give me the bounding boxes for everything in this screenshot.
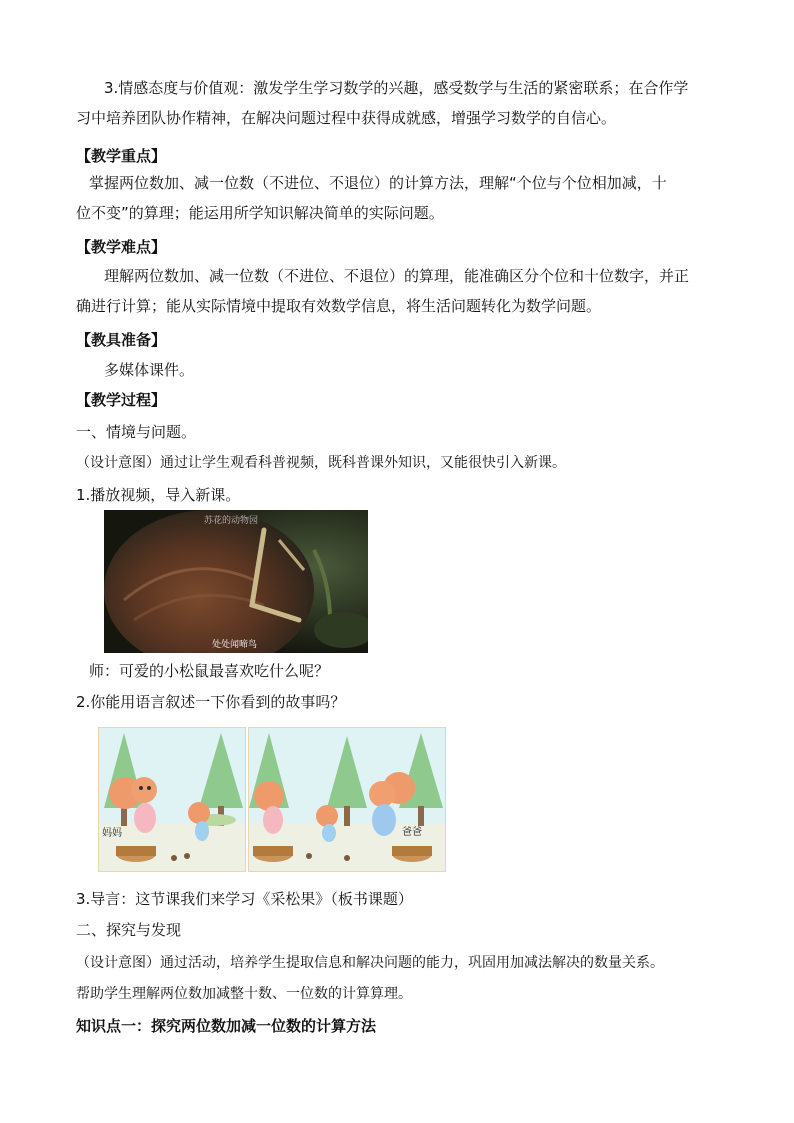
focus-line2: 位不变”的算理；能运用所学知识解决简单的实际问题。 (76, 204, 444, 222)
step-3-introduction: 3.导言：这节课我们来学习《采松果》（板书课题） (76, 890, 413, 908)
section-1-title: 一、情境与问题。 (76, 423, 197, 441)
video-still-squirrel (104, 510, 368, 653)
objective-3-line1: 3.情感态度与价值观：激发学生学习数学的兴趣，感受数学与生活的紧密联系；在合作学 (104, 79, 689, 97)
objective-3-line2: 习中培养团队协作精神，在解决问题过程中获得成就感，增强学习数学的自信心。 (76, 109, 617, 127)
squirrels-scene-right (249, 728, 445, 871)
video-caption-top: 苏花的动物园 (204, 516, 259, 526)
step-2-tell-story: 2.你能用语言叙述一下你看到的故事吗？ (76, 693, 346, 711)
video-subtitle: 处处闻啼鸟 (212, 640, 258, 650)
difficulty-line1: 理解两位数加、减一位数（不进位、不退位）的算理，能准确区分个位和十位数字，并正 (104, 267, 690, 285)
video-still-image (104, 510, 368, 653)
story-picture-right (248, 727, 446, 872)
heading-teaching-tools: 【教具准备】 (76, 331, 167, 349)
knowledge-point-1: 知识点一：探究两位数加减一位数的计算方法 (76, 1017, 377, 1035)
squirrels-scene-left (99, 728, 245, 871)
design-intent-2-line1: （设计意图）通过活动，培养学生提取信息和解决问题的能力，巩固用加减法解决的数量关系。 (76, 955, 664, 971)
story-picture-left (98, 727, 246, 872)
label-dad: 爸爸 (402, 827, 422, 838)
section-2-title: 二、探究与发现 (76, 921, 182, 939)
step-1-play-video: 1.播放视频，导入新课。 (76, 486, 241, 504)
heading-teaching-process: 【教学过程】 (76, 391, 167, 409)
heading-teaching-focus: 【教学重点】 (76, 147, 167, 165)
focus-line1: 掌握两位数加、减一位数（不进位、不退位）的计算方法，理解“个位与个位相加减，十 (89, 174, 667, 192)
tools-text: 多媒体课件。 (104, 361, 195, 379)
teacher-question: 师：可爱的小松鼠最喜欢吃什么呢？ (89, 662, 330, 680)
heading-teaching-difficulty: 【教学难点】 (76, 238, 167, 256)
design-intent-2-line2: 帮助学生理解两位数加减整十数、一位数的计算算理。 (76, 986, 412, 1002)
label-mom: 妈妈 (102, 828, 122, 839)
difficulty-line2: 确进行计算；能从实际情境中提取有效数学信息，将生活问题转化为数学问题。 (76, 297, 602, 315)
design-intent-1: （设计意图）通过让学生观看科普视频，既科普课外知识，又能很快引入新课。 (76, 455, 566, 471)
